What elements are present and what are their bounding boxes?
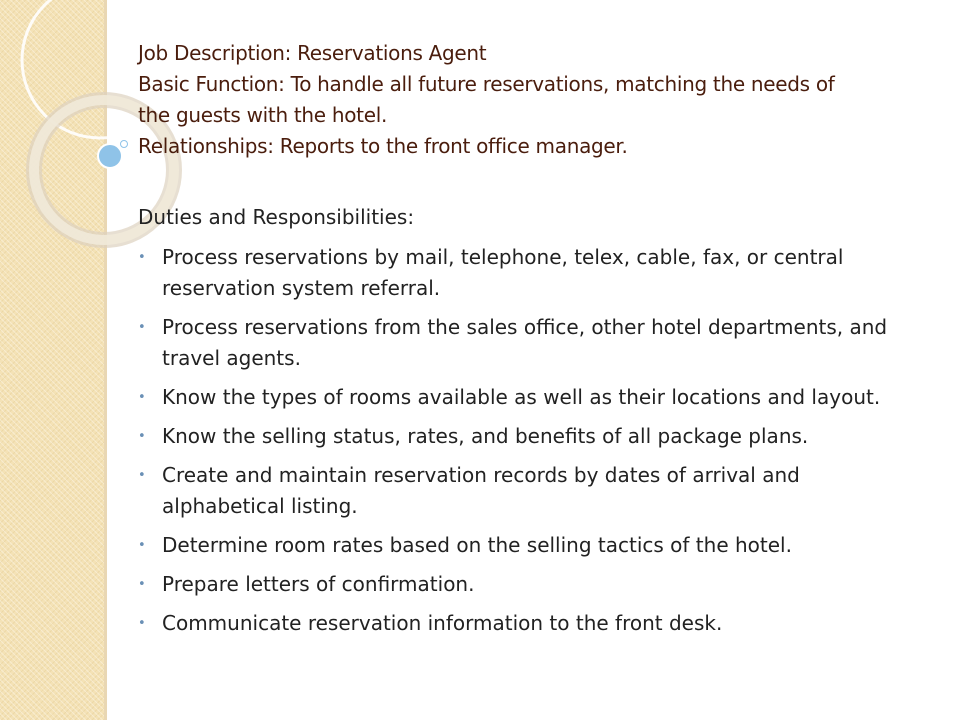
decorative-small-dot [121,141,128,148]
list-item-text: Know the selling status, rates, and benefits of all package plans. [162,424,809,448]
list-item-text: Process reservations from the sales office, other hotel departments, and travel agents. [162,315,888,370]
list-item [138,460,908,522]
bullet-icon: • [138,320,146,335]
job-title-line: Job Description: Reservations Agent [138,41,487,65]
list-item-text: Create and maintain reservation records by dates of arrival and alphabetical listing. [162,463,800,518]
list-item-text: Prepare letters of confirmation. [162,572,475,596]
bullet-icon: • [138,468,146,483]
basic-function-line-continued: the guests with the hotel. [138,103,388,127]
list-item [138,569,908,600]
duties-heading: Duties and Responsibilities: [138,205,415,229]
list-item [138,421,908,452]
bullet-icon: • [138,429,146,444]
list-item-text: Know the types of rooms available as well as their locations and layout. [162,385,881,409]
list-item [138,312,908,374]
decorative-blue-dot [98,144,122,168]
list-item-text: Process reservations by mail, telephone, telex, cable, fax, or central reservation system referral. [162,245,844,300]
bullet-icon: • [138,577,146,592]
list-item [138,608,908,639]
basic-function-line: Basic Function: To handle all future reservations, matching the needs of [138,72,835,96]
bullet-icon: • [138,250,146,265]
duties-list [138,242,908,647]
bullet-icon: • [138,616,146,631]
list-item [138,242,908,304]
slide-header [138,38,918,162]
relationships-line: Relationships: Reports to the front office manager. [138,134,628,158]
list-item [138,382,908,413]
list-item-text: Determine room rates based on the selling tactics of the hotel. [162,533,792,557]
bullet-icon: • [138,390,146,405]
bullet-icon: • [138,538,146,553]
list-item [138,530,908,561]
list-item-text: Communicate reservation information to the front desk. [162,611,723,635]
